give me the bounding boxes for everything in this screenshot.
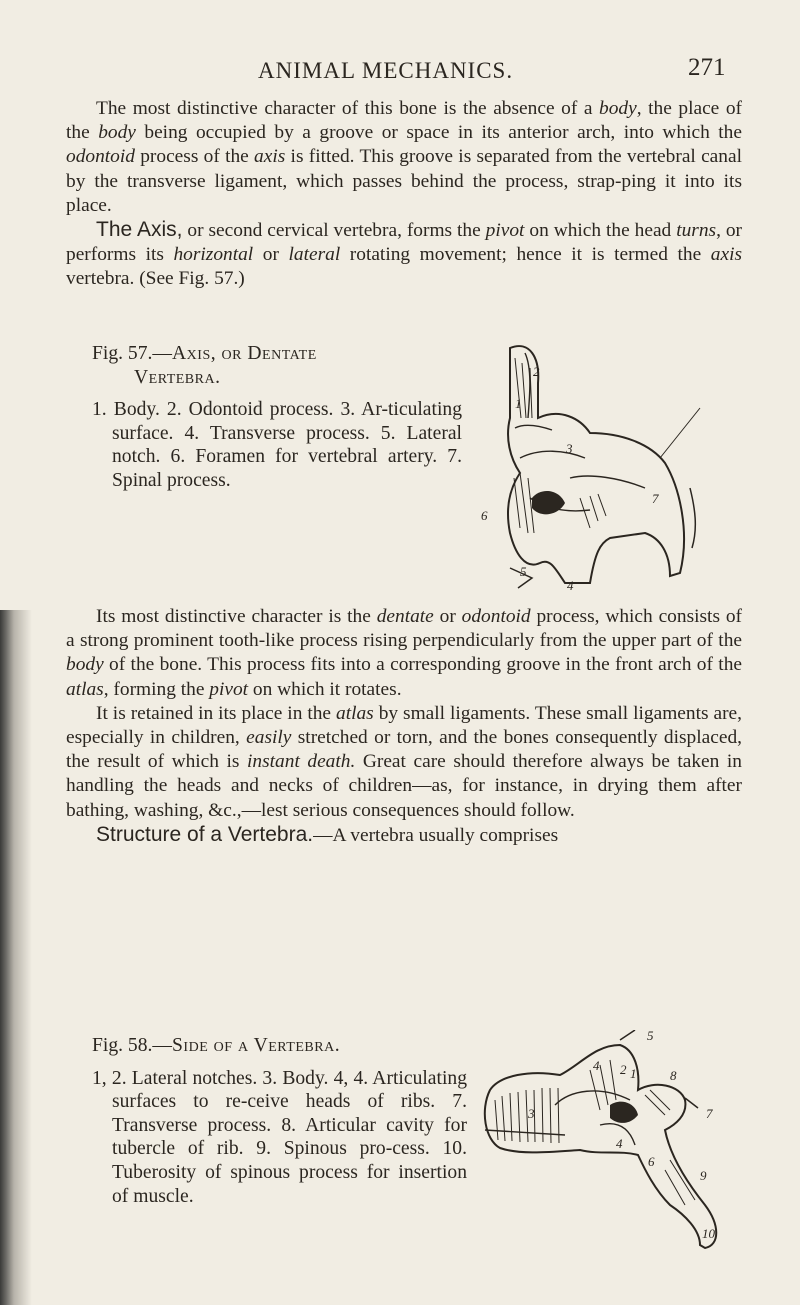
text-block-top (66, 97, 742, 292)
paragraph-1: The most distinctive character of this bone is the absence of a body, the place of the body being occupied by a groove or space in its anterior arch, into which the odontoid process of the axis is fitted. This groove is separated from the vertebral canal by the transverse ligament, which passes behind the process, strap-ping it into its place. (66, 98, 742, 216)
fig57-label-7: 7 (652, 491, 659, 506)
vertebra-side-drawing (485, 1030, 716, 1248)
fig58-illustration (470, 1030, 740, 1260)
page-number: 271 (688, 54, 726, 81)
fig58-label-4a: 4 (593, 1058, 600, 1073)
fig57-label-4: 4 (567, 578, 574, 593)
fig58-label-10: 10 (702, 1226, 715, 1241)
fig57-legend: 1. Body. 2. Odontoid process. 3. Ar-ticulating surface. 4. Transverse process. 5. Lateral notch. 6. Foramen for vertebral artery. 7. Spinal process. (92, 399, 462, 491)
fig58-label-9: 9 (700, 1168, 707, 1183)
axis-vertebra-drawing (481, 346, 700, 593)
fig58-label-3: 3 (528, 1106, 535, 1121)
fig58-label-6: 6 (648, 1154, 655, 1169)
paragraph-2: The Axis, or second cervical vertebra, forms the pivot on which the head turns, or performs its horizontal or lateral rotating movement; hence it is termed the axis vertebra. (See Fig. 57.) (66, 218, 743, 290)
fig58-title: Fig. 58.—Side of a Vertebra. (92, 1035, 341, 1056)
fig58-caption (92, 1034, 470, 1208)
text-block-middle (66, 605, 742, 848)
fig57-label-5: 5 (520, 564, 527, 579)
fig58-label-1: 1 (630, 1066, 637, 1081)
fig57-caption (92, 342, 469, 493)
fig57-label-1: 1 (515, 396, 522, 411)
fig57-label-3: 3 (566, 441, 573, 456)
binding-shadow (0, 610, 32, 1305)
section-heading-axis: The Axis, (96, 218, 183, 242)
section-heading-structure: Structure of a Vertebra. (96, 822, 314, 846)
running-head: ANIMAL MECHANICS. (258, 58, 514, 83)
fig57-label-2: 2 (533, 364, 540, 379)
fig57-illustration (470, 338, 740, 598)
fig58-label-2: 2 (620, 1062, 627, 1077)
fig58-label-8: 8 (670, 1068, 677, 1083)
fig58-label-4b: 4 (616, 1136, 623, 1151)
paragraph-5: Structure of a Vertebra.—A vertebra usually comprises (96, 822, 559, 846)
fig58-label-7: 7 (706, 1106, 713, 1121)
page-header (0, 50, 800, 90)
paragraph-4: It is retained in its place in the atlas by small ligaments. These small ligaments are, especially in children, easily stretched or torn, and the bones consequently displaced, the result of which is instant death. Great care should therefore always be taken in handling the heads and necks of children—as, for instance, in drying them after bathing, washing, &c.,—lest serious consequences should follow. (66, 702, 742, 821)
fig57-label-6: 6 (481, 508, 488, 523)
fig58-legend: 1, 2. Lateral notches. 3. Body. 4, 4. Articulating surfaces to re-ceive heads of ribs. 7. Transverse process. 8. Articular cavity for tubercle of rib. 9. Spinous pro-cess. 10. Tuberosity of spinous process for insertion of muscle. (92, 1067, 467, 1207)
paragraph-3: Its most distinctive character is the dentate or odontoid process, which consists of a strong prominent tooth-like process rising perpendicularly from the upper part of the body of the bone. This process fits into a corresponding groove in the front arch of the atlas, forming the pivot on which it rotates. (66, 606, 742, 700)
fig57-title: Fig. 57.—Axis, or Dentate Vertebra. (92, 343, 317, 388)
fig58-label-5: 5 (647, 1030, 654, 1043)
